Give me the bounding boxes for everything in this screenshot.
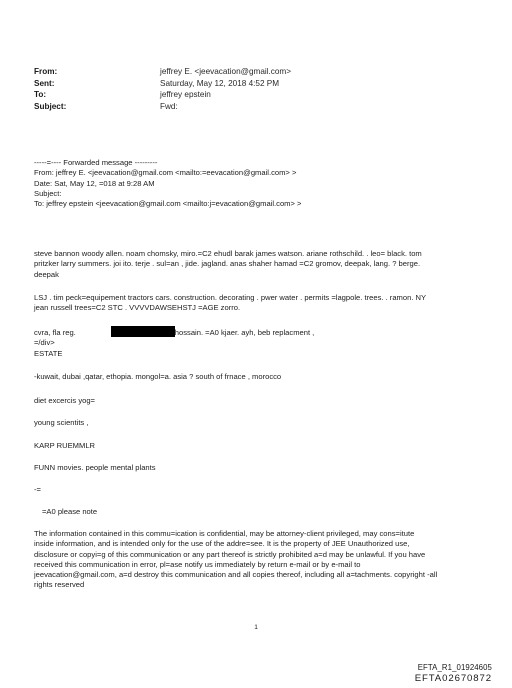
please-note-line: =A0 please note bbox=[42, 507, 98, 516]
funn-line: FUNN movies. people mental plants bbox=[34, 463, 156, 472]
redaction-bar bbox=[111, 326, 175, 337]
sent-value: Saturday, May 12, 2018 4:52 PM bbox=[160, 78, 280, 88]
cvra-text: cvra, fla reg. bbox=[34, 328, 76, 337]
disclaimer-line: received this communication in error, pl=ase notify us immediately by return e-mail or by e-mail to bbox=[34, 559, 361, 569]
equals-line: -= bbox=[34, 485, 41, 494]
forwarded-subject: Subject: bbox=[34, 188, 62, 198]
disclaimer-line: disclosure or copyi=g of this communication or any part thereof is strictly prohibited a=d may be unlawful. If you have bbox=[34, 549, 426, 559]
from-value: jeffrey E. <jeevacation@gmail.com> bbox=[160, 67, 292, 76]
young-scientists-line: young scientits , bbox=[34, 418, 89, 427]
estate-line: ESTATE bbox=[34, 348, 63, 358]
bates-number-primary: EFTA_R1_01924605 bbox=[417, 663, 492, 672]
diet-line: diet excercis yog= bbox=[34, 396, 95, 405]
lsj-line: LSJ . tim peck=equipement tractors cars. construction. decorating . pwer water . permits =lagpole. trees. . ramon. NY bbox=[34, 293, 427, 302]
places-line: -kuwait, dubai ,qatar, ethopia. mongol=a. asia ? south of frnace , morocco bbox=[34, 372, 282, 381]
to-label: To: bbox=[34, 90, 47, 100]
lsj-line: jean russell trees=C2 STC . VVVVDAWSEHSTJ =AGE zorro. bbox=[34, 303, 241, 313]
disclaimer-line: rights reserved bbox=[34, 580, 85, 590]
header-row-subject bbox=[34, 101, 291, 113]
div-close-line: =/div> bbox=[34, 338, 55, 348]
names-line: deepak bbox=[34, 269, 59, 279]
bates-number-secondary: EFTA02670872 bbox=[414, 673, 492, 684]
forwarded-to: To: jeffrey epstein <jeevacation@gmail.com <mailto:j=evacation@gmail.com> > bbox=[34, 199, 302, 209]
header-row-sent bbox=[34, 78, 291, 90]
names-line: steve bannon woody allen. noam chomsky, miro.=C2 ehudl barak james watson. ariane rothschild. . leo= black. tom bbox=[34, 249, 422, 258]
cvra-line bbox=[34, 326, 484, 338]
to-value: jeffrey epstein bbox=[160, 90, 211, 100]
forwarded-date: Date: Sat, May 12, =018 at 9:28 AM bbox=[34, 178, 155, 188]
forwarded-divider: -----=---- Forwarded message --------- bbox=[34, 158, 158, 167]
forwarded-from: From: jeffrey E. <jeevacation@gmail.com <mailto:=eevacation@gmail.com> > bbox=[34, 168, 297, 178]
confidentiality-disclaimer bbox=[34, 529, 484, 591]
lsj-paragraph bbox=[34, 293, 484, 314]
sent-label: Sent: bbox=[34, 78, 55, 88]
names-line: pritzker larry summers. joi ito. terje . sul=an , jide. jagland. anas shaher hamad =C2 gromov, deepak, lang. ? berge. bbox=[34, 259, 421, 269]
forwarded-message-block bbox=[34, 158, 484, 209]
cvra-text-after: hossain. =A0 kjaer. ayh, beb replacment , bbox=[174, 328, 315, 337]
page-number: 1 bbox=[254, 624, 258, 631]
karp-line: KARP RUEMMLR bbox=[34, 441, 96, 450]
disclaimer-line: The information contained in this commu=ication is confidential, may be attorney-client privileged, may cons=itute bbox=[34, 529, 415, 538]
disclaimer-line: jeevacation@gmail.com, a=d destroy this communication and all copies thereof, including all a=tachments. copyright -all bbox=[34, 570, 438, 580]
names-paragraph bbox=[34, 249, 484, 280]
cvra-paragraph bbox=[34, 326, 484, 359]
disclaimer-line: inside information, and is intended only for the use of the addre=see. It is the property of JEE Unauthorized use, bbox=[34, 539, 410, 549]
from-label: From: bbox=[34, 67, 58, 76]
subject-value: Fwd: bbox=[160, 101, 178, 111]
subject-label: Subject: bbox=[34, 101, 67, 111]
email-header bbox=[34, 66, 291, 112]
header-row-from bbox=[34, 66, 291, 78]
header-row-to bbox=[34, 89, 291, 101]
